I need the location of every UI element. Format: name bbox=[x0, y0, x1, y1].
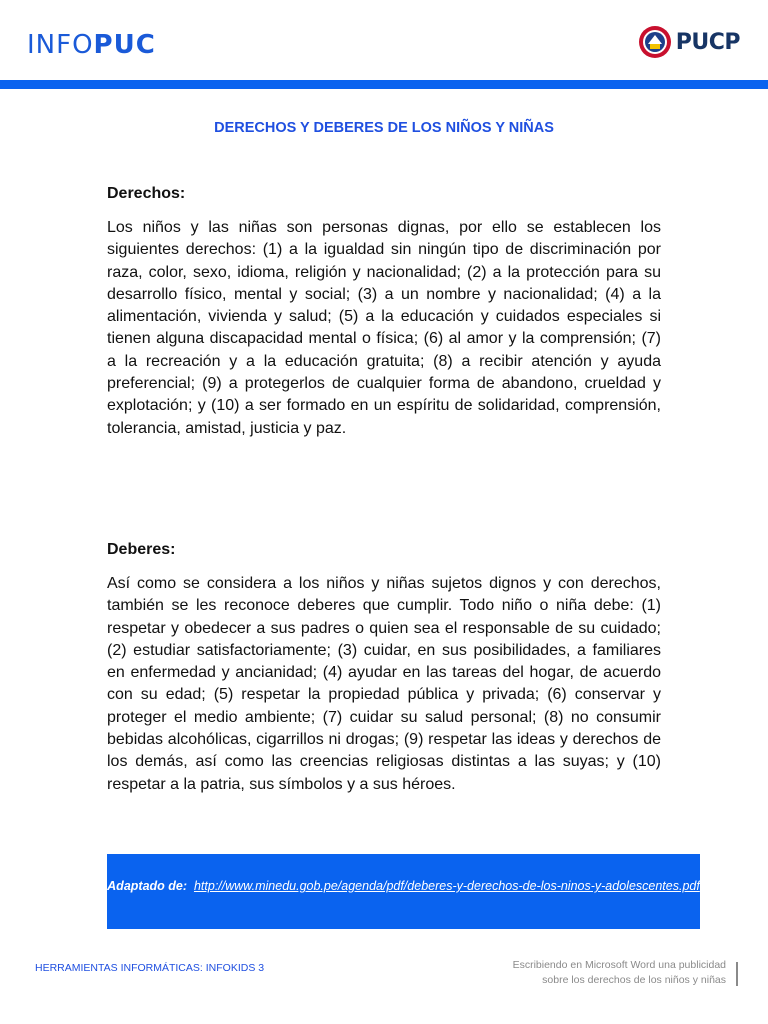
duties-heading: Deberes: bbox=[107, 541, 176, 558]
brand-part-info: INFO bbox=[27, 30, 94, 60]
page-header bbox=[0, 0, 768, 80]
source-note-box bbox=[107, 854, 700, 929]
footer-desc-line1: Escribiendo en Microsoft Word una publicidad bbox=[512, 959, 726, 971]
source-link[interactable]: http://www.minedu.gob.pe/agenda/pdf/deberes-y-derechos-de-los-ninos-y-adolescentes.pdf bbox=[193, 879, 700, 893]
pucp-logo-text: PUCP bbox=[675, 29, 740, 55]
document-title: DERECHOS Y DEBERES DE LOS NIÑOS Y NIÑAS bbox=[214, 120, 554, 136]
duties-paragraph: Así como se considera a los niños y niñas sujetos dignos y con derechos, también se les reconoce deberes que cumplir. Todo niño o niña debe: (1) respetar y obedecer a sus padres o quien sea el responsable de su cuidado; (2) estudiar satisfactoriamente; (3) cuidar, en sus posibilidades, a familiares en enfermedad y ancianidad; (4) ayudar en las tareas del hogar, de acuerdo con su edad; (5) respetar la propiedad pública y privada; (6) conservar y proteger el medio ambiente; (7) cuidar su salud personal; (8) no consumir bebidas alcohólicas, cigarrillos ni drogas; (9) respetar las ideas y derechos de los demás, así como las creencias religiosas distintas a las suyas; y (10) respetar a la patria, sus símbolos y a sus héroes. bbox=[107, 575, 661, 793]
footer-course: HERRAMIENTAS INFORMÁTICAS: INFOKIDS 3 bbox=[35, 962, 265, 974]
footer-desc-line2: sobre los derechos de los niños y niñas bbox=[542, 974, 726, 986]
rights-heading: Derechos: bbox=[107, 185, 186, 202]
footer-divider bbox=[736, 962, 738, 986]
pucp-seal-icon bbox=[638, 25, 672, 59]
header-rule bbox=[0, 80, 768, 89]
brand-logo-text bbox=[27, 30, 156, 60]
rights-paragraph: Los niños y las niñas son personas dignas, por ello se establecen los siguientes derechos: (1) a la igualdad sin ningún tipo de discriminación por raza, color, sexo, idioma, religión y nacionalidad; (2) a la protección para su desarrollo físico, mental y social; (3) a un nombre y nacionalidad; (4) a la alimentación, vivienda y salud; (5) a la educación y cuidados especiales si tienen alguna discapacidad mental o física; (6) al amor y la comprensión; (7) a la recreación y a la educación gratuita; (8) a recibir atención y ayuda preferencial; (9) a protegerlos de cualquier forma de abandono, crueldad y explotación; y (10) a ser formado en un espíritu de solidaridad, comprensión, tolerancia, amistad, justicia y paz. bbox=[107, 219, 661, 437]
brand-part-puc: PUC bbox=[93, 30, 156, 60]
footer-description bbox=[426, 958, 726, 988]
pucp-logo bbox=[638, 24, 740, 60]
source-label: Adaptado de: bbox=[107, 879, 188, 893]
